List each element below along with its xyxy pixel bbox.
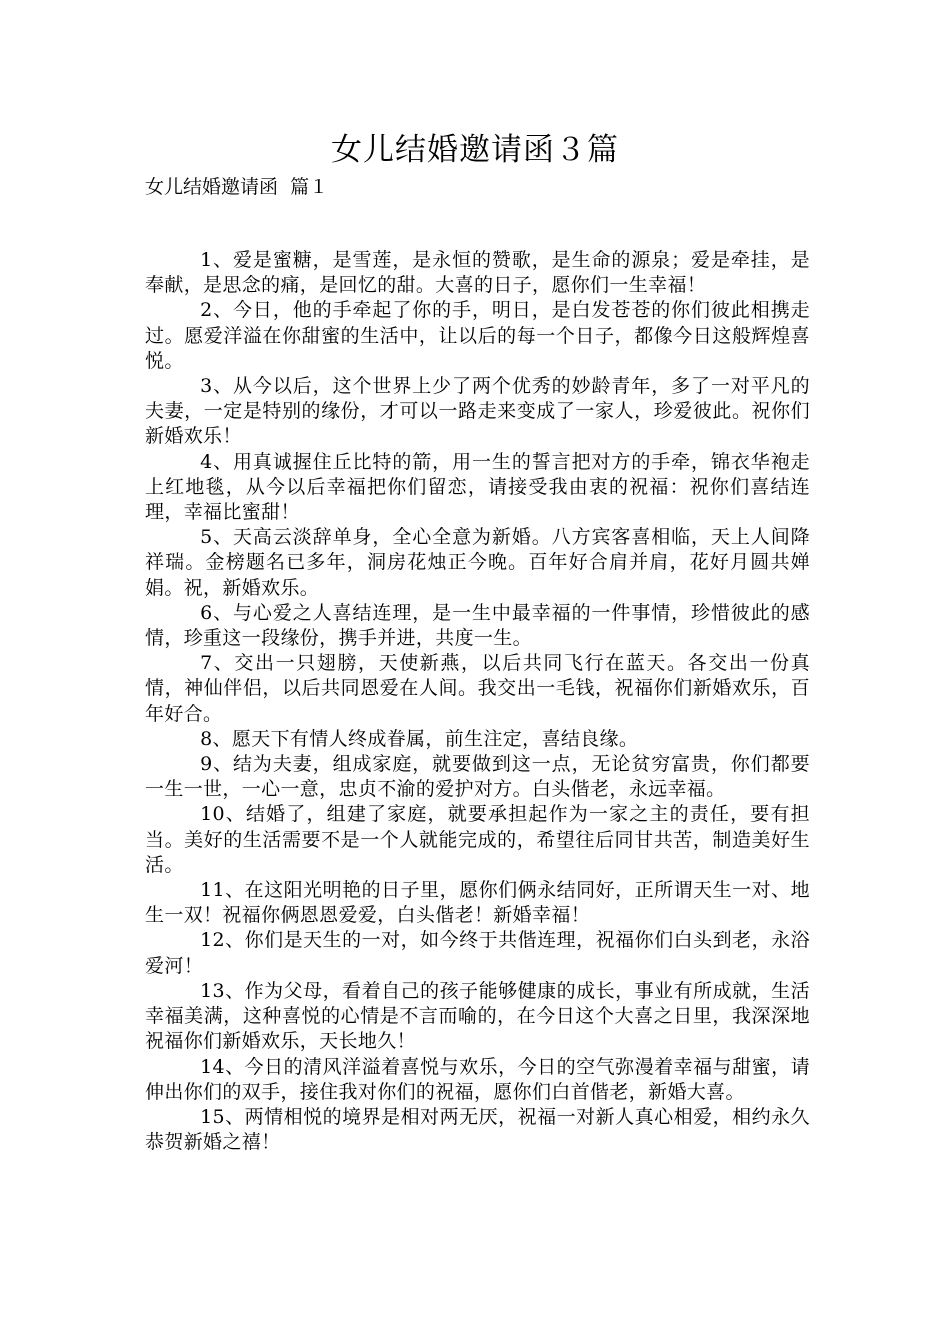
paragraph: 14、今日的清风洋溢着喜悦与欢乐，今日的空气弥漫着幸福与甜蜜，请伸出你们的双手，接住我对你们的祝福，愿你们白首偕老，新婚大喜。: [145, 1055, 810, 1103]
document-body: [145, 248, 810, 1155]
paragraph: 10、结婚了，组建了家庭，就要承担起作为一家之主的责任，要有担当。美好的生活需要不是一个人就能完成的，希望往后同甘共苦，制造美好生活。: [145, 803, 810, 876]
paragraph: 5、天高云淡辞单身，全心全意为新婚。八方宾客喜相临，天上人间降祥瑞。金榜题名已多年，洞房花烛正今晚。百年好合肩并肩，花好月圆共婵娟。祝，新婚欢乐。: [145, 526, 810, 599]
paragraph: 1、爱是蜜糖，是雪莲，是永恒的赞歌，是生命的源泉；爱是牵挂，是奉献，是思念的痛，是回忆的甜。大喜的日子，愿你们一生幸福！: [145, 249, 810, 297]
paragraph: 9、结为夫妻，组成家庭，就要做到这一点，无论贫穷富贵，你们都要一生一世，一心一意，忠贞不渝的爱护对方。白头偕老，永远幸福。: [145, 753, 810, 801]
paragraph: 4、用真诚握住丘比特的箭，用一生的誓言把对方的手牵，锦衣华袍走上红地毯，从今以后幸福把你们留恋，请接受我由衷的祝福：祝你们喜结连理，幸福比蜜甜！: [145, 450, 810, 524]
paragraph: 15、两情相悦的境界是相对两无厌，祝福一对新人真心相爱，相约永久恭贺新婚之禧！: [145, 1105, 810, 1154]
paragraph: 8、愿天下有情人终成眷属，前生注定，喜结良缘。: [200, 727, 639, 750]
paragraph: 12、你们是天生的一对，如今终于共偕连理，祝福你们白头到老，永浴爱河！: [145, 929, 810, 977]
document-title: 女儿结婚邀请函３篇: [331, 132, 619, 168]
paragraph: 11、在这阳光明艳的日子里，愿你们俩永结同好，正所谓天生一对、地生一双！祝福你俩恩恩爱爱，白头偕老！新婚幸福！: [145, 879, 810, 927]
paragraph: 7、交出一只翅膀，天使新燕，以后共同飞行在蓝天。各交出一份真情，神仙伴侣，以后共同恩爱在人间。我交出一毛钱，祝福你们新婚欢乐，百年好合。: [145, 652, 810, 725]
section-heading: 女儿结婚邀请函 篇１: [145, 176, 329, 198]
paragraph: 2、今日，他的手牵起了你的手，明日，是白发苍苍的你们彼此相携走过。愿爱洋溢在你甜蜜的生活中，让以后的每一个日子，都像今日这般辉煌喜悦。: [145, 299, 810, 372]
paragraph: 13、作为父母，看着自己的孩子能够健康的成长，事业有所成就，生活幸福美满，这种喜悦的心情是不言而喻的，在今日这个大喜之日里，我深深地祝福你们新婚欢乐，天长地久！: [145, 979, 810, 1053]
paragraph: 3、从今以后，这个世界上少了两个优秀的妙龄青年，多了一对平凡的夫妻，一定是特别的缘份，才可以一路走来变成了一家人，珍爱彼此。祝你们新婚欢乐！: [145, 375, 810, 448]
paragraph: 6、与心爱之人喜结连理，是一生中最幸福的一件事情，珍惜彼此的感情，珍重这一段缘份，携手并进，共度一生。: [145, 601, 810, 650]
